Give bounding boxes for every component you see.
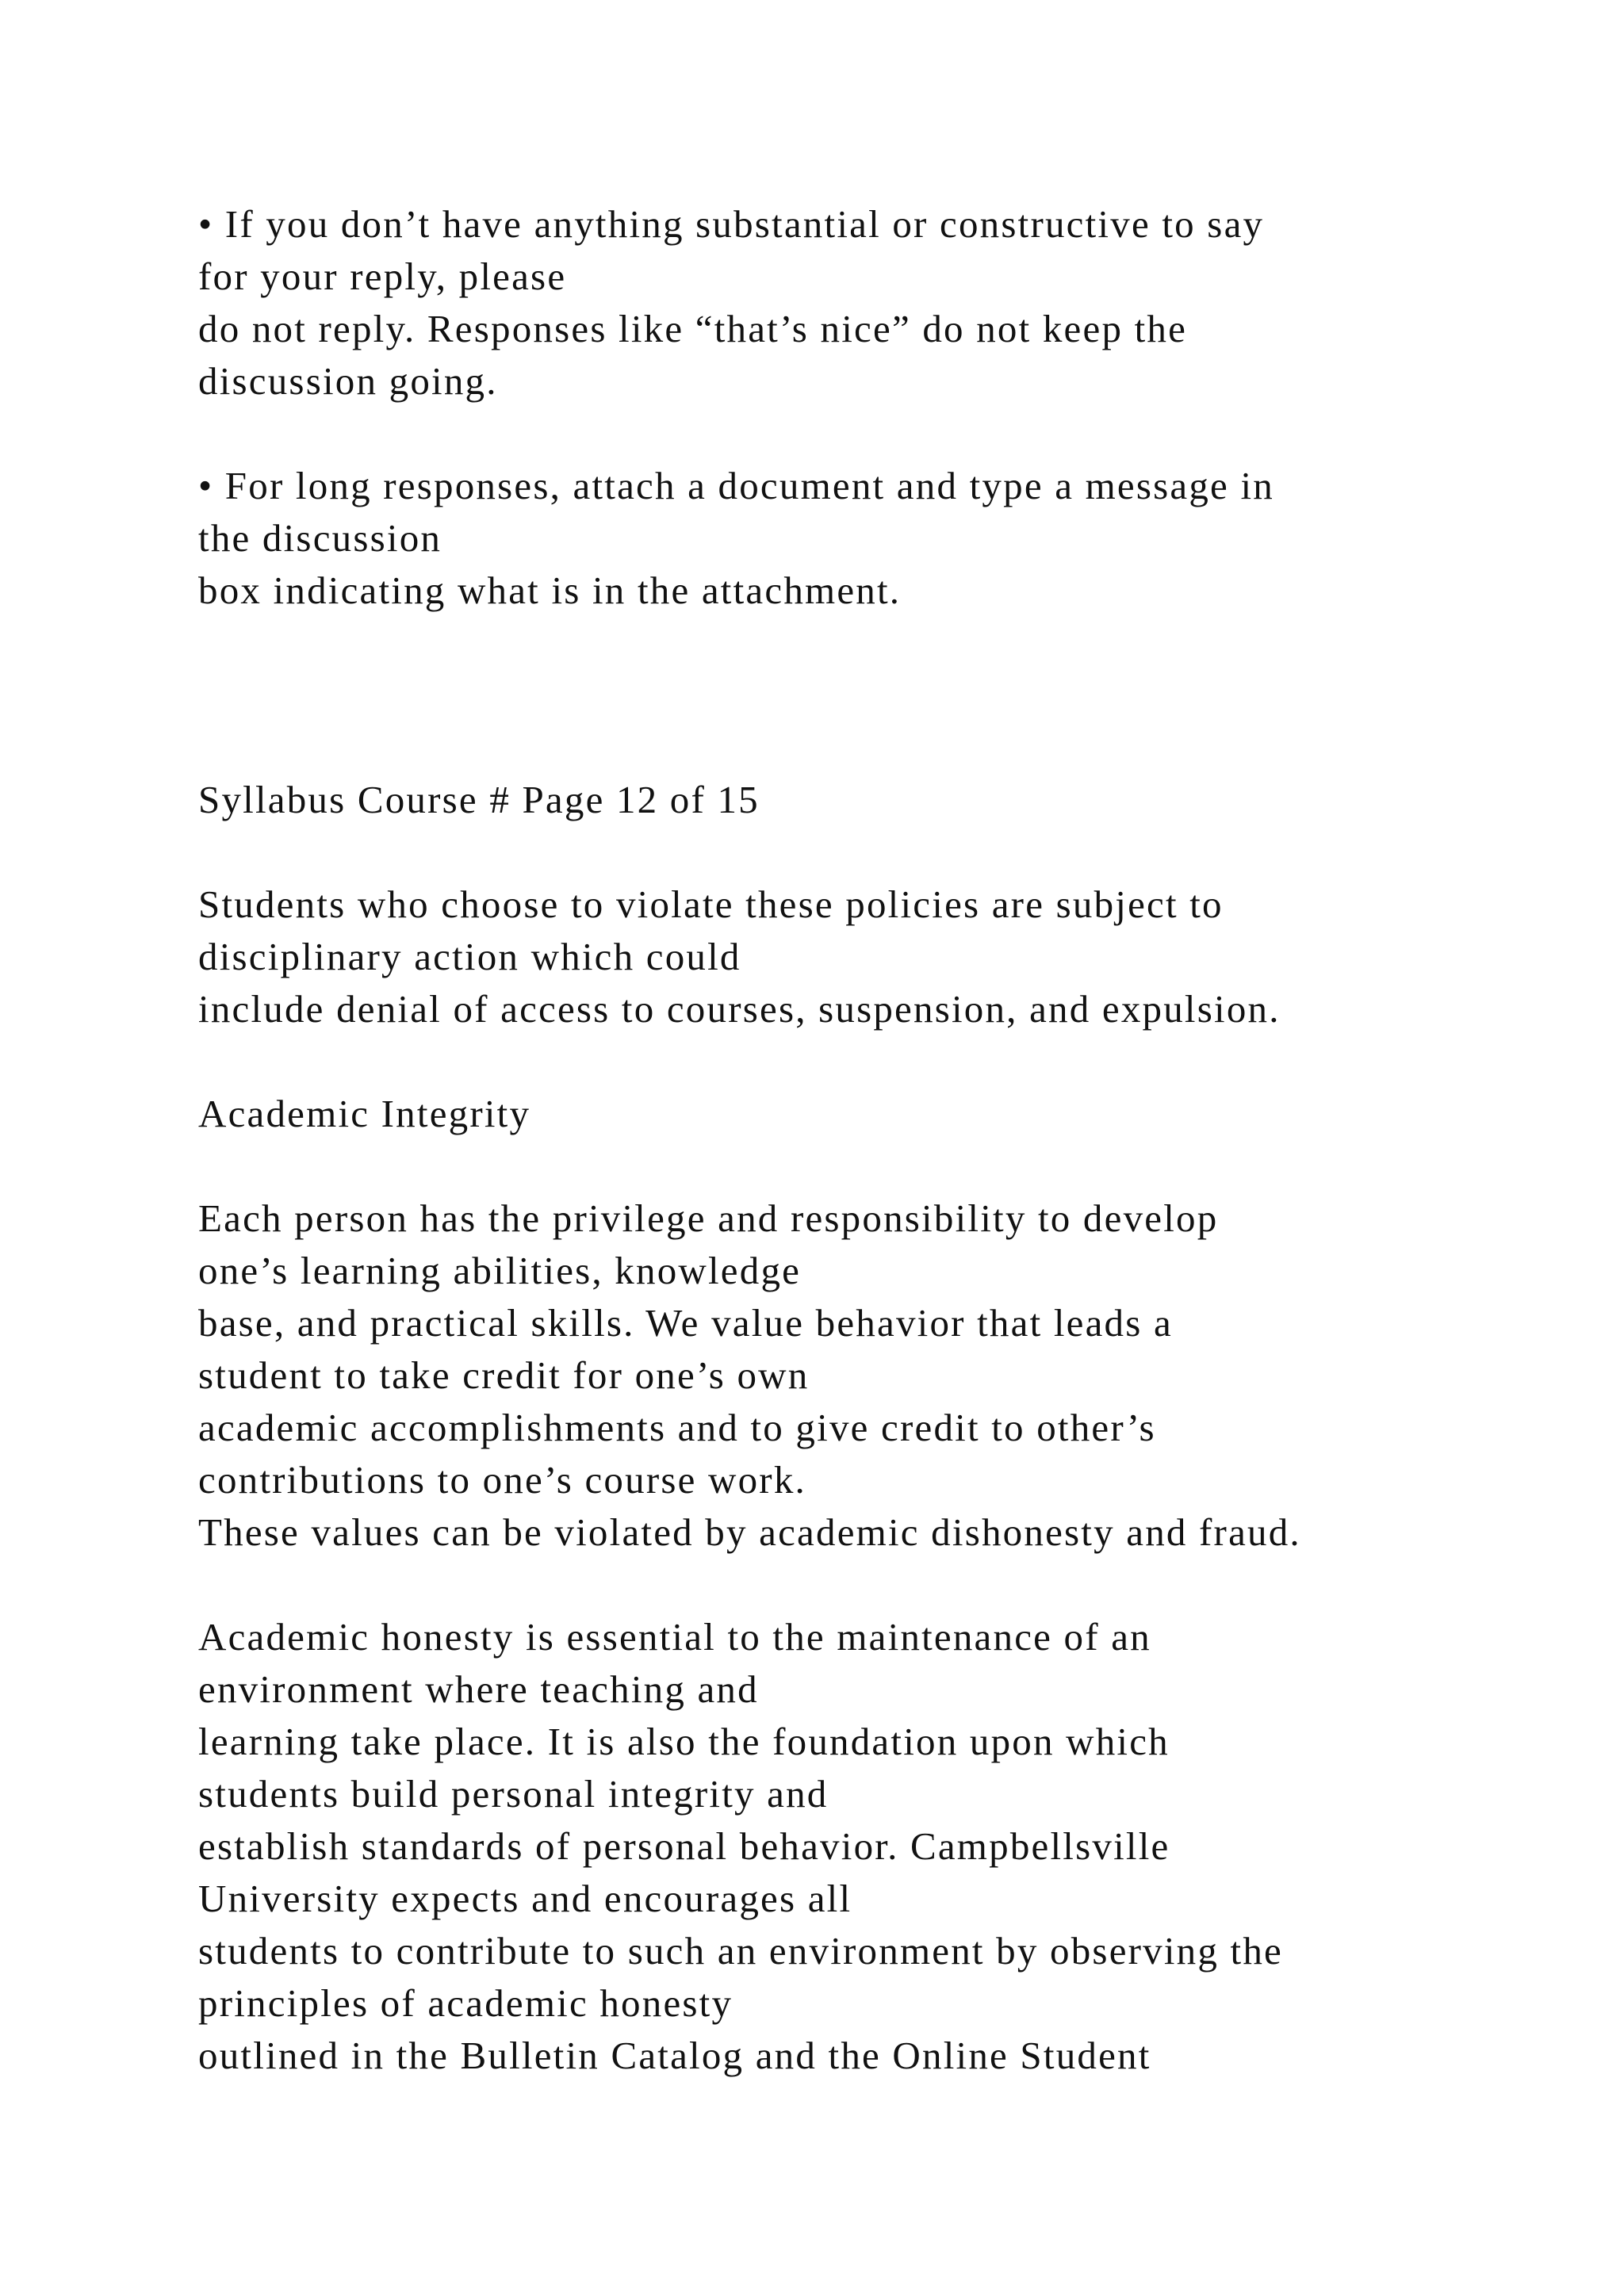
text-line: Each person has the privilege and responsibility to develop [198,1196,1219,1240]
text-line: contributions to one’s course work. [198,1458,806,1502]
text-line: principles of academic honesty [198,1981,733,2025]
page-header-line: Syllabus Course # Page 12 of 15 [198,778,760,821]
text-line: do not reply. Responses like “that’s nice” do not keep the [198,307,1188,350]
text-line: one’s learning abilities, knowledge [198,1249,802,1292]
section-heading: Academic Integrity [198,1092,531,1135]
text-line: academic accomplishments and to give credit to other’s [198,1406,1156,1449]
text-line: students build personal integrity and [198,1772,829,1816]
text-line: base, and practical skills. We value behavior that leads a [198,1301,1173,1345]
text-line: outlined in the Bulletin Catalog and the Online Student [198,2034,1151,2077]
text-line: students to contribute to such an environment by observing the [198,1929,1283,1973]
text-line: discussion going. [198,359,498,403]
text-line: environment where teaching and [198,1667,759,1711]
text-line: establish standards of personal behavior. Campbellsville [198,1824,1170,1868]
text-line: University expects and encourages all [198,1877,852,1920]
text-line: Students who choose to violate these policies are subject to [198,882,1224,926]
text-line: • If you don’t have anything substantial or constructive to say [198,202,1265,246]
text-line: the discussion [198,516,442,560]
text-line: • For long responses, attach a document and type a message in [198,464,1274,507]
text-line: include denial of access to courses, suspension, and expulsion. [198,987,1281,1031]
text-line: box indicating what is in the attachment. [198,568,902,612]
text-line: for your reply, please [198,254,567,298]
text-line: learning take place. It is also the foundation upon which [198,1720,1170,1763]
text-line: Academic honesty is essential to the maintenance of an [198,1615,1151,1659]
text-line: disciplinary action which could [198,935,741,978]
text-line: student to take credit for one’s own [198,1353,810,1397]
text-line: These values can be violated by academic dishonesty and fraud. [198,1510,1301,1554]
